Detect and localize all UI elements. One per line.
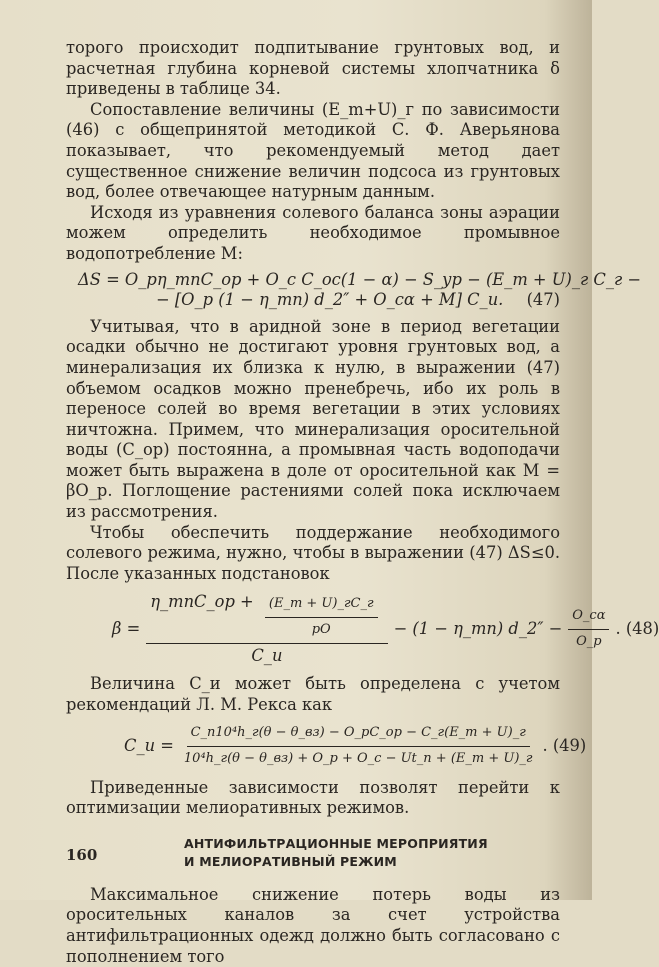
text-column (66, 38, 659, 967)
equation-48: β = η_mnC_ор + $\frac{(E\_m + U)\_гC\_г}{pO}$ C_и − (1 − η_mn) d_2″ − $\frac{O\_с\alpha}{O\_р}$ . (48) (112, 592, 659, 665)
paragraph: Исходя из уравнения солевого баланса зоны аэрации можем определить необходимое промывное водопотребление M: (66, 202, 560, 263)
equation-47-line2: − [O_р (1 − η_mn) d_2″ + O_сα + M] C_и. (47) (156, 290, 560, 310)
fraction: η_mnC_ор + $\frac{(E\_m + U)\_гC\_г}{pO}$ C_и (146, 592, 387, 666)
equation-number: . (49) (542, 736, 587, 756)
paragraph: Приведенные зависимости позволят перейти к оптимизации мелиоративных режимов. (66, 777, 560, 818)
equation-number: (47) (526, 290, 560, 310)
page-number: 160 (66, 846, 98, 864)
paragraph: Учитывая, что в аридной зоне в период вегетации осадки обычно не достигают уровня грунтовых вод, а минерализация их близка к нулю, в выражении (47) объемом осадков можно пренебречь, ибо их роль в переносе солей во время вегетации в этих условиях ничтожна. Примем, что минерализация оросительной воды (C_ор) постоянна, а промывная часть водоподачи может быть выражена в доле от оросительной как M = βO_р. Поглощение растениями солей пока исключаем из рассмотрения. (66, 316, 560, 522)
section-heading: АНТИФИЛЬТРАЦИОННЫЕ МЕРОПРИЯТИЯ И МЕЛИОРАТИВНЫЙ РЕЖИМ (184, 835, 488, 869)
paragraph: Сопоставление величины (E_m+U)_г по зависимости (46) с общепринятой методикой С. Ф. Аверьянова показывает, что рекомендуемый метод дает существенное снижение величин подсоса из грунтовых вод, более отвечающее натурным данным. (66, 99, 560, 202)
paragraph: Величина C_и может быть определена с учетом рекомендаций Л. М. Рекса как (66, 674, 560, 714)
equation-number: . (48) (615, 619, 659, 639)
equation-49: C_и = $\frac{\text{C\_п10⁴h\_г(θ − θ\_вз) − O\_рC\_ор − C\_г(E\_m + U)\_г}}{\text{10⁴h\_г(θ − θ\_вз) + O\_р + O\_с − Ut\_п + (E\_m + U)\_г}}$ . (49) (124, 723, 560, 769)
paragraph: торого происходит подпитывание грунтовых вод, и расчетная глубина корневой системы хлопчатника δ приведены в таблице 34. (66, 38, 560, 99)
paragraph: Чтобы обеспечить поддержание необходимого солевого режима, нужно, чтобы в выражении (47) ΔS≤0. После указанных подстановок (66, 522, 560, 583)
equation-47-line1: ΔS = O_рη_mnC_ор + O_с C_ос(1 − α) − S_ур − (E_m + U)_г C_г − (78, 269, 642, 289)
paragraph: Максимальное снижение потерь воды из оросительных каналов за счет устройства антифильтрационных одежд должно быть согласовано с пополнением того (66, 884, 560, 966)
fraction: $\frac{\text{C\_п10⁴h\_г(θ − θ\_вз) − O\_рC\_ор − C\_г(E\_m + U)\_г}}{\text{10⁴h\_г(θ − θ\_вз) + O\_р + O\_с − Ut\_п + (E\_m + U)\_г}}$ (183, 725, 533, 766)
